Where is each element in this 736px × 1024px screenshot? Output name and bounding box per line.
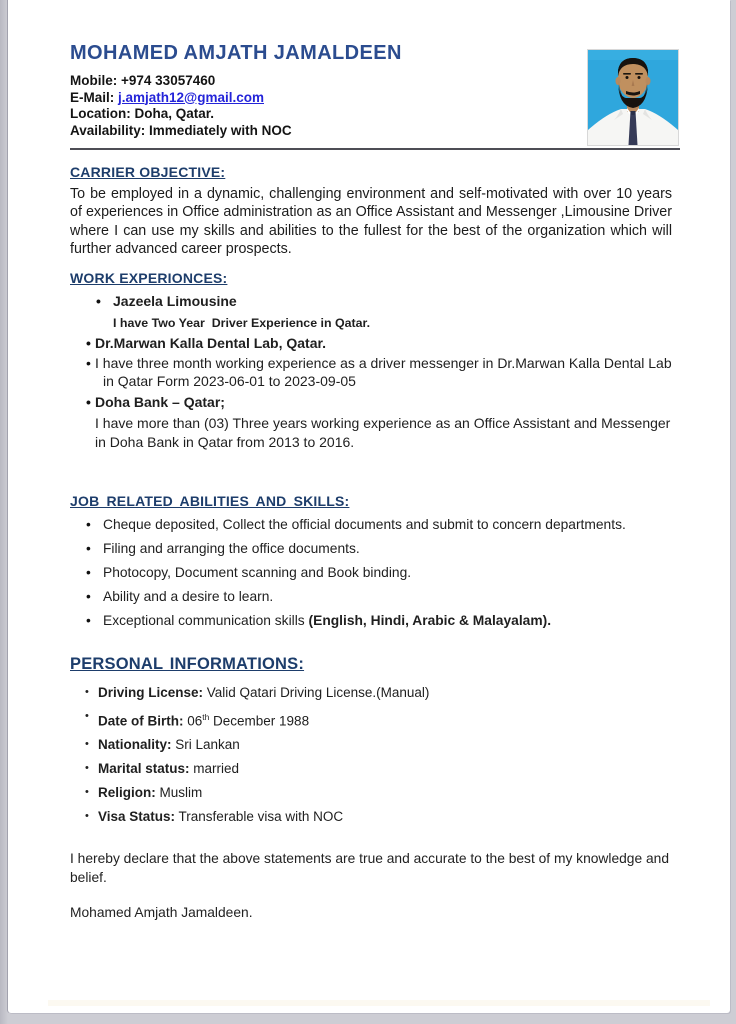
section-career-objective [70, 164, 678, 259]
email-label: E-Mail: [70, 89, 115, 105]
availability-label: Availability: [70, 122, 146, 138]
contact-availability [70, 123, 678, 140]
personal-item-visa-status [70, 810, 678, 825]
skill-item: • Cheque deposited, Collect the official documents and submit to concern departments. [70, 518, 678, 533]
skill-item [70, 614, 678, 629]
personal-item-marital-status [70, 762, 678, 777]
driving-license-label: Driving License: [98, 684, 204, 700]
date-of-birth-label: Date of Birth: [98, 713, 184, 729]
job-skills-heading: JOB RELATED ABILITIES AND SKILLS: [70, 492, 350, 509]
contact-location [70, 106, 678, 123]
nationality-value: Sri Lankan [171, 737, 240, 753]
religion-value: Muslim [155, 785, 203, 801]
skill-item: • Ability and a desire to learn. [70, 590, 678, 605]
visa-status-value: Transferable visa with NOC [175, 809, 344, 825]
work-company-dental-lab: • Dr.Marwan Kalla Dental Lab, Qatar. [70, 335, 678, 351]
job-skills-list [70, 518, 678, 629]
dob-day: 06 [183, 713, 203, 729]
section-work-experiences [70, 270, 678, 453]
religion-label: Religion: [98, 785, 156, 801]
header-divider [70, 148, 680, 150]
mobile-label: Mobile: [70, 73, 118, 88]
contact-mobile [70, 73, 678, 90]
visa-status-label: Visa Status: [98, 809, 176, 825]
resume-document [8, 0, 730, 1013]
marital-status-label: Marital status: [98, 761, 190, 777]
personal-item-nationality [70, 738, 678, 753]
section-personal-informations [70, 655, 678, 825]
career-objective-heading: CARRIER OBJECTIVE: [70, 164, 226, 180]
email-link[interactable]: j.amjath12@gmail.com [118, 89, 264, 105]
section-job-skills [70, 493, 678, 629]
work-jazeela-note: I have Two Year Driver Experience in Qatar. [113, 315, 371, 330]
portrait-illustration [588, 50, 678, 145]
resume-content [8, 0, 730, 1013]
declaration-text: I hereby declare that the above statements are true and accurate to the best of my knowledge and belief. [70, 850, 669, 886]
work-company-doha-bank: • Doha Bank – Qatar; [70, 394, 678, 410]
candidate-name: MOHAMED AMJATH JAMALDEEN [70, 42, 402, 64]
marital-status-value: married [189, 761, 240, 777]
personal-info-list [70, 686, 678, 825]
availability-value: Immediately with NOC [149, 122, 292, 138]
personal-item-date-of-birth [70, 710, 678, 729]
work-company-jazeela: • Jazeela Limousine [70, 293, 678, 309]
signature-name: Mohamed Amjath Jamaldeen. [70, 904, 253, 920]
skill-item: • Filing and arranging the office documents. [70, 542, 678, 557]
work-experiences-heading: WORK EXPERIONCES: [70, 269, 228, 286]
skill-item: • Photocopy, Document scanning and Book binding. [70, 566, 678, 581]
mobile-value: +974 33057460 [121, 73, 216, 88]
dob-ordinal: th [202, 711, 210, 722]
location-value: Doha, Qatar. [134, 106, 215, 121]
location-label: Location: [70, 106, 131, 121]
dob-month-year: December 1988 [209, 713, 310, 729]
nationality-label: Nationality: [98, 737, 172, 753]
career-objective-text: To be employed in a dynamic, challenging environment and self-motivated with over 10 years of experiences in Office administration as an Office Assistant and Messenger ,Limousine Driver where I can use my skills and abilities to the fullest for the best of the organization which will further advanced career prospects. [70, 186, 672, 258]
personal-item-driving-license [70, 686, 678, 701]
resume-header [70, 0, 678, 150]
skill-text-languages: (English, Hindi, Arabic & Malayalam). [308, 613, 552, 629]
contact-block [70, 73, 678, 139]
personal-informations-heading: PERSONAL INFORMATIONS: [70, 654, 305, 673]
driving-license-value: Valid Qatari Driving License.(Manual) [203, 684, 430, 700]
contact-email [70, 90, 678, 107]
profile-photo [588, 50, 678, 145]
work-doha-bank-detail: I have more than (03) Three years working experience as an Office Assistant and Messenger in Doha Bank in Qatar from 2013 to 2016. [95, 414, 671, 451]
personal-item-religion [70, 786, 678, 801]
skill-text-normal: Exceptional communication skills [103, 613, 309, 629]
work-dental-lab-detail: • I have three month working experience as a driver messenger in Dr.Marwan Kalla Dental Lab in Qatar Form 2023-06-01 to 2023-09-05 [70, 354, 682, 390]
